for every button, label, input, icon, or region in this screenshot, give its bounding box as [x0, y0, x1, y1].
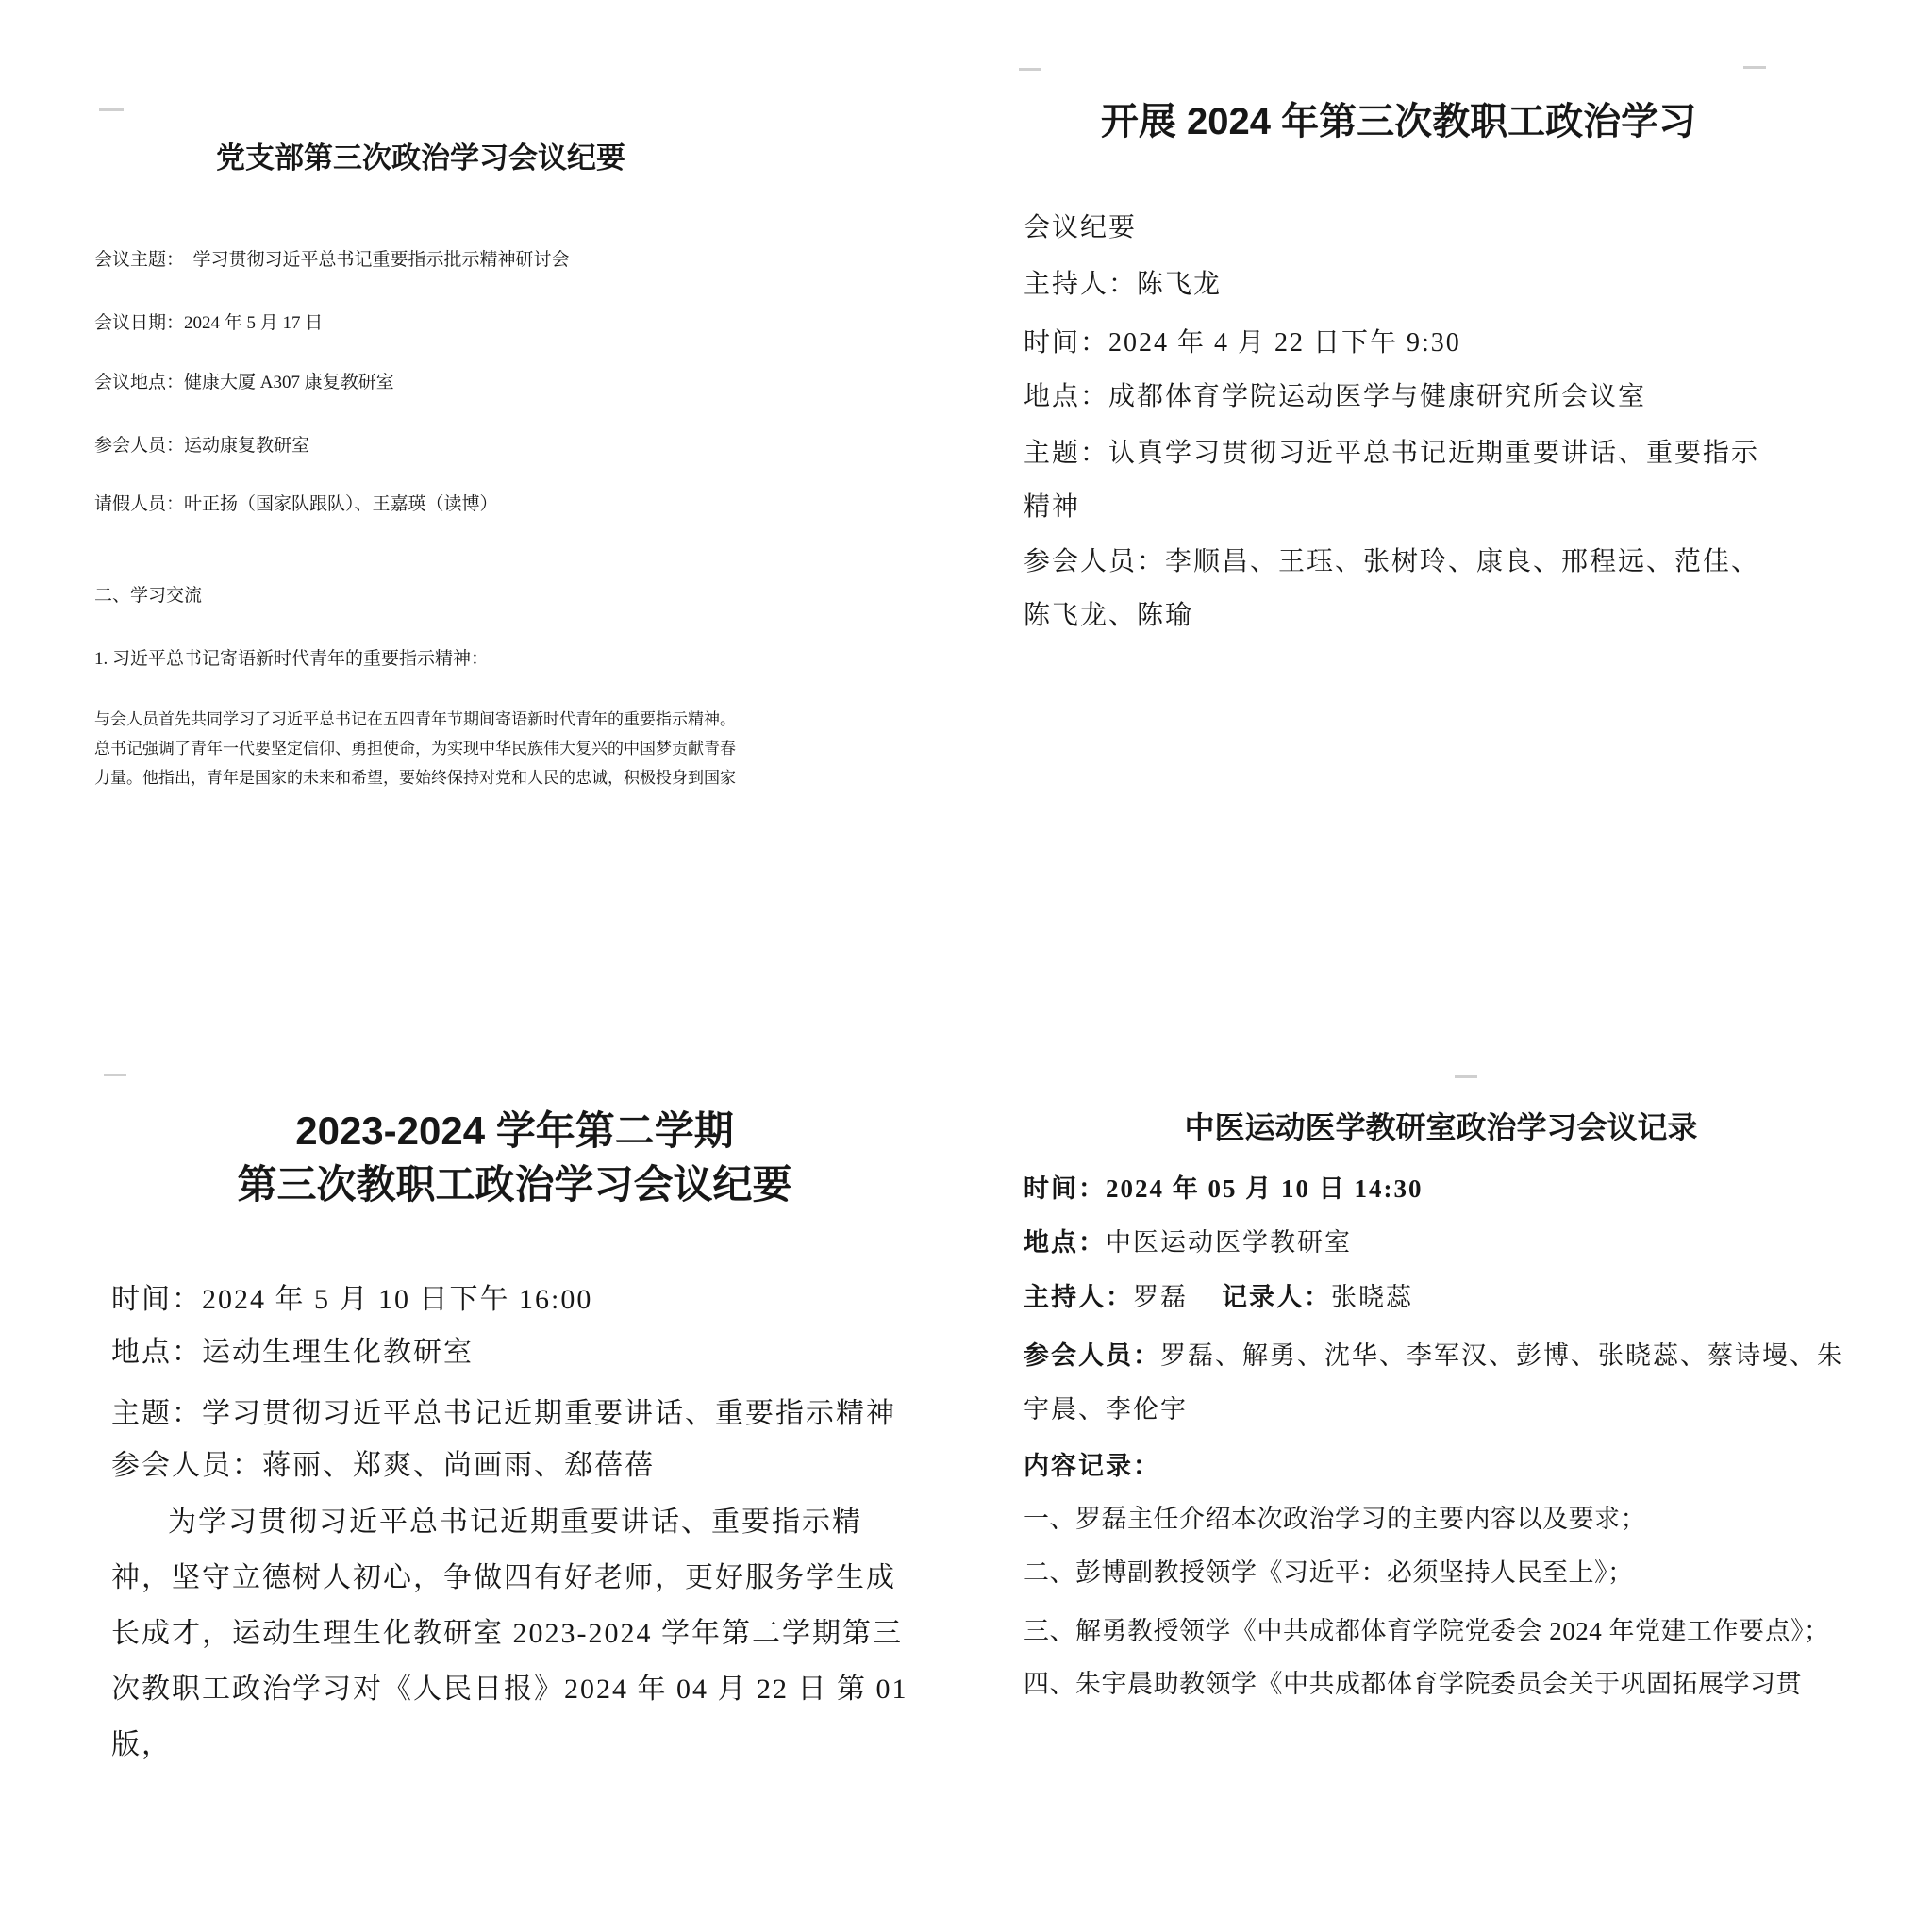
- participants-line: 参会人员：蒋丽、郑爽、尚画雨、郄蓓蓓: [111, 1450, 655, 1481]
- page-corner-mark: [104, 1074, 126, 1076]
- recorder-label: 记录人：: [1222, 1283, 1331, 1311]
- meeting-topic-line: 会议主题： 学习贯彻习近平总书记重要指示批示精神研讨会: [94, 250, 570, 270]
- party-branch-minutes-title: 党支部第三次政治学习会议纪要: [216, 141, 625, 175]
- content-record-heading: 内容记录：: [1024, 1452, 1160, 1480]
- semester-minutes-title: [111, 1104, 918, 1211]
- record-item-3: 三、解勇教授领学《中共成都体育学院党委会 2024 年党建工作要点》；: [1024, 1617, 1830, 1645]
- time-line: 时间：2024 年 4 月 22 日下午 9:30: [1024, 328, 1461, 358]
- place-line: 地点：成都体育学院运动医学与健康研究所会议室: [1024, 382, 1647, 411]
- page-corner-mark: [1019, 68, 1041, 71]
- recorder-value: 张晓蕊: [1331, 1283, 1413, 1311]
- study-body-paragraph: 为学习贯彻习近平总书记近期重要讲话、重要指示精神，坚守立德树人初心，争做四有好老师，更好服务学生成长成才，运动生理生化教研室 2023-2024 学年第二学期第三次教职工政治学习对《人民日报》2024 年 04 月 22 日 第 01 版，: [111, 1507, 908, 1760]
- host-line: 主持人：陈飞龙: [1024, 270, 1223, 299]
- semester-minutes-title-line1: 2023-2024 学年第二学期: [295, 1108, 734, 1154]
- study-summary-paragraph: 与会人员首先共同学习了习近平总书记在五四青年节期间寄语新时代青年的重要指示精神。总书记强调了青年一代要坚定信仰、勇担使命，为实现中华民族伟大复兴的中国梦贡献青春力量。他指出，青年是国家的未来和希望，要始终保持对党和人民的忠诚，积极投身到国家: [94, 710, 736, 787]
- record-item-4: 四、朱宇晨助教领学《中共成都体育学院委员会关于巩固拓展学习贯: [1024, 1670, 1802, 1698]
- time-value: 2024 年 05 月 10 日 14:30: [1106, 1174, 1424, 1203]
- time-line: 时间：2024 年 5 月 10 日下午 16:00: [111, 1284, 593, 1315]
- meeting-date-line: 会议日期：2024 年 5 月 17 日: [94, 313, 324, 333]
- attendees-line: 参会人员：运动康复教研室: [94, 436, 310, 456]
- study-item-heading: 1. 习近平总书记寄语新时代青年的重要指示精神：: [94, 649, 490, 669]
- study-exchange-heading: 二、学习交流: [94, 586, 203, 606]
- place-line: 地点：运动生理生化教研室: [111, 1337, 474, 1368]
- staff-political-study-title: 开展 2024 年第三次教职工政治学习: [1100, 100, 1697, 142]
- host-value: 罗磊: [1133, 1283, 1188, 1311]
- tcm-record-title: 中医运动医学教研室政治学习会议记录: [1184, 1110, 1698, 1145]
- participants-value: 罗磊、解勇、沈华、李军汉、彭博、张晓蕊、蔡诗墁、朱宇晨、李伦宇: [1024, 1341, 1844, 1424]
- participants-label: 参会人员：: [1024, 1341, 1160, 1370]
- place-label: 地点：: [1024, 1228, 1106, 1257]
- time-label: 时间：: [1024, 1174, 1106, 1203]
- record-item-2: 二、彭博副教授领学《习近平：必须坚持人民至上》；: [1024, 1558, 1634, 1587]
- place-value: 中医运动医学教研室: [1106, 1228, 1352, 1257]
- place-line: [1024, 1229, 1352, 1257]
- page-corner-mark: [1743, 66, 1766, 69]
- semester-minutes-title-line2: 第三次教职工政治学习会议纪要: [237, 1162, 792, 1208]
- minutes-label: 会议纪要: [1024, 213, 1138, 242]
- participants-line: [1024, 1329, 1858, 1437]
- topic-line: 主题：学习贯彻习近平总书记近期重要讲话、重要指示精神: [111, 1398, 896, 1429]
- host-label: 主持人：: [1024, 1283, 1133, 1311]
- record-item-1: 一、罗磊主任介绍本次政治学习的主要内容以及要求；: [1024, 1505, 1646, 1533]
- page-corner-mark: [1455, 1075, 1477, 1078]
- participants-line: 参会人员：李顺昌、王珏、张树玲、康良、邢程远、范佳、陈飞龙、陈瑜: [1024, 547, 1760, 630]
- topic-line: 主题：认真学习贯彻习近平总书记近期重要讲话、重要指示精神: [1024, 439, 1760, 522]
- page-corner-mark: [99, 108, 124, 111]
- host-recorder-line: [1024, 1284, 1413, 1311]
- time-line: [1024, 1175, 1424, 1203]
- meeting-place-line: 会议地点：健康大厦 A307 康复教研室: [94, 373, 394, 392]
- absentees-line: 请假人员：叶正扬（国家队跟队）、王嘉瑛（读博）: [94, 494, 498, 514]
